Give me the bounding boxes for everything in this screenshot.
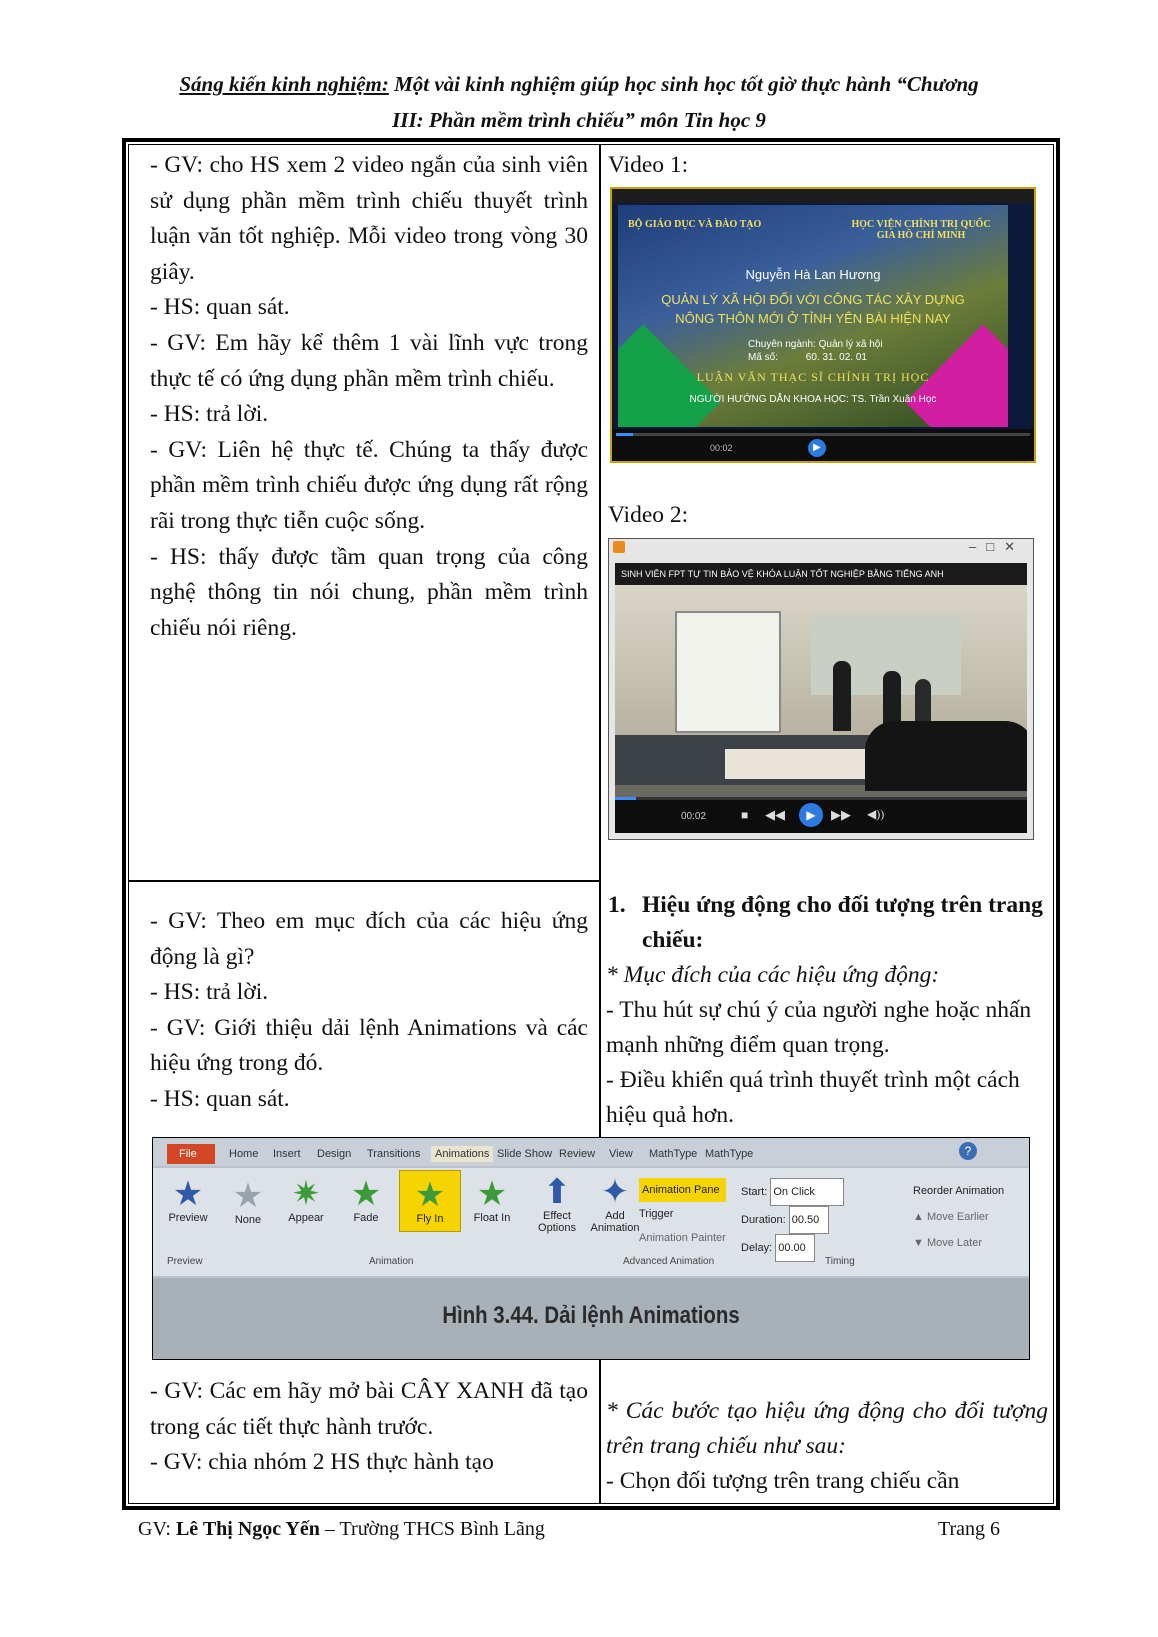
group-label: Advanced Animation [623, 1256, 715, 1267]
button-label: Preview [168, 1212, 208, 1224]
animation-painter-button: Animation Painter [639, 1232, 726, 1244]
video1-title1: QUẢN LÝ XÃ HỘI ĐỐI VỚI CÔNG TÁC XÂY DỰNG [661, 292, 965, 307]
paragraph: - HS: quan sát. [150, 1085, 290, 1112]
button-label: Effect Options [538, 1210, 576, 1234]
list-item: - Chọn đối tượng trên trang chiếu cần [606, 1468, 960, 1494]
duration-label: Duration: [741, 1214, 786, 1226]
button-label: None [234, 1214, 262, 1226]
paragraph: - HS: thấy được tầm quan trọng của công nghệ thông tin nói chung, phần mềm trình chiếu nói riêng. [150, 543, 588, 641]
star-icon: ★ [476, 1175, 508, 1213]
subheading: * Mục đích của các hiệu ứng động: [606, 962, 940, 988]
tab-transitions: Transitions [367, 1148, 421, 1160]
paragraph: - GV: cho HS xem 2 video ngắn của sinh viên sử dụng phần mềm trình chiếu thuyết trình luận văn tốt nghiệp. Mỗi video trong vòng 30 giây. [150, 152, 588, 285]
right-bottom-text [606, 1394, 1048, 1499]
star-icon: ★ [350, 1175, 382, 1213]
window-controls[interactable]: –□✕ [969, 539, 1025, 554]
page-header [0, 66, 1158, 138]
paragraph: - GV: chia nhóm 2 HS thực hành tạo [150, 1449, 494, 1476]
paragraph: - GV: Giới thiệu dải lệnh Animations và các hiệu ứng trong đó. [150, 1014, 588, 1077]
page-number: Trang 6 [938, 1518, 1001, 1540]
add-star-icon: ✦ [600, 1173, 630, 1211]
fast-forward-icon[interactable]: ▶▶ [831, 807, 851, 822]
video2-player[interactable] [608, 538, 1034, 840]
ribbon-group-labels [153, 1256, 1029, 1274]
group-label: Animation [369, 1256, 414, 1267]
header-title-line2: III: Phần mềm trình chiếu” môn Tin học 9 [392, 108, 766, 132]
advanced-animation-group [639, 1178, 726, 1250]
fly-in-button [399, 1170, 461, 1232]
column-divider-bottom [599, 1360, 601, 1504]
left-top-text [150, 148, 588, 646]
video1-player[interactable] [610, 187, 1036, 463]
animation-pane-button: Animation Pane [639, 1178, 726, 1202]
paragraph: - HS: quan sát. [150, 294, 290, 321]
tab-view: View [609, 1148, 633, 1160]
video1-author: Nguyễn Hà Lan Hương [745, 267, 881, 282]
button-label: Appear [288, 1212, 324, 1224]
left-mid-text [150, 904, 588, 1118]
section-heading [606, 888, 1048, 958]
figure-caption: Hình 3.44. Dải lệnh Animations [442, 1302, 740, 1329]
footer-author [138, 1518, 545, 1541]
delay-input: 00.00 [775, 1234, 815, 1262]
none-button [219, 1178, 277, 1226]
start-select: On Click [770, 1178, 844, 1206]
volume-icon[interactable]: ◀)) [867, 807, 885, 821]
move-earlier-button: Move Earlier [926, 1211, 989, 1223]
tab-design: Design [317, 1148, 352, 1160]
tab-mathtype-2: MathType [705, 1148, 754, 1160]
video1-org-right: HỌC VIỆN CHÍNH TRỊ QUỐC GIA HỒ CHÍ MINH [851, 219, 991, 241]
paragraph: - GV: Em hãy kể thêm 1 vài lĩnh vực trong thực tế có ứng dụng phần mềm trình chiếu. [150, 329, 588, 392]
footer-prefix: GV: [138, 1518, 176, 1540]
preview-icon: ★ [172, 1175, 204, 1213]
tab-mathtype: MathType [649, 1148, 698, 1160]
move-later-button: Move Later [926, 1237, 982, 1249]
video1-code: Mã số: 60. 31. 02. 01 [748, 352, 867, 363]
add-animation-button [587, 1174, 643, 1234]
video1-frame [618, 205, 1008, 427]
play-icon[interactable]: ▶ [799, 803, 823, 827]
delay-label: Delay: [741, 1242, 773, 1254]
duration-input: 00.50 [789, 1206, 829, 1234]
video1-advisor: NGƯỜI HƯỚNG DẪN KHOA HỌC: TS. Trần Xuân Học [689, 394, 937, 405]
stop-icon[interactable]: ■ [741, 808, 749, 822]
fade-button [337, 1176, 395, 1224]
list-item: - Thu hút sự chú ý của người nghe hoặc nhấn mạnh những điểm quan trọng. [606, 997, 1032, 1058]
video1-major: Chuyên ngành: Quản lý xã hội [748, 339, 883, 350]
preview-button [159, 1176, 217, 1224]
header-label: Sáng kiến kinh nghiệm: [179, 72, 389, 96]
effect-options-button [529, 1174, 585, 1234]
button-label: Fly In [416, 1213, 444, 1225]
heading-text: Hiệu ứng động cho đối tượng trên trang chiếu: [642, 892, 1043, 953]
paragraph: - HS: trả lời. [150, 979, 269, 1006]
button-label: Add Animation [590, 1210, 640, 1234]
footer-school: – Trường THCS Bình Lãng [319, 1518, 545, 1540]
video2-controls[interactable] [615, 797, 1027, 833]
reorder-label: Reorder Animation [913, 1185, 1005, 1197]
video1-time: 00:02 [710, 443, 733, 453]
rewind-icon[interactable]: ◀◀ [765, 807, 785, 822]
tab-insert: Insert [273, 1148, 301, 1160]
projector-screen [675, 611, 781, 733]
appear-button [277, 1176, 335, 1224]
video1-title2: NÔNG THÔN MỚI Ở TỈNH YÊN BÁI HIỆN NAY [675, 311, 951, 326]
subheading: * Các bước tạo hiệu ứng động cho đối tượng trên trang chiếu như sau: [606, 1398, 1048, 1459]
list-item: - Điều khiển quá trình thuyết trình một cách hiệu quả hơn. [606, 1067, 1020, 1128]
star-icon: ★ [232, 1177, 264, 1215]
star-icon: ★ [414, 1176, 446, 1214]
group-label: Timing [825, 1256, 855, 1267]
help-icon: ? [959, 1142, 977, 1160]
start-label: Start: [741, 1186, 768, 1198]
tab-review: Review [559, 1148, 596, 1160]
right-mid-text [606, 888, 1048, 1133]
left-bottom-text [150, 1374, 588, 1481]
column-divider-top [599, 144, 601, 1137]
video2-label: Video 2: [608, 502, 689, 528]
play-icon[interactable]: ▶ [808, 439, 826, 457]
video2-title: SINH VIÊN FPT TỰ TIN BẢO VỆ KHÓA LUẬN TỐT NGHIỆP BẰNG TIẾNG ANH [621, 569, 944, 579]
video1-org-left: BỘ GIÁO DỤC VÀ ĐÀO TẠO [628, 219, 762, 230]
paragraph: - GV: Các em hãy mở bài CÂY XANH đã tạo trong các tiết thực hành trước. [150, 1378, 588, 1440]
animations-ribbon-image [152, 1137, 1030, 1360]
tab-file: File [179, 1148, 197, 1160]
footer-name: Lê Thị Ngọc Yến [175, 1518, 320, 1540]
tab-home: Home [229, 1148, 259, 1160]
paragraph: - GV: Liên hệ thực tế. Chúng ta thấy được phần mềm trình chiếu được ứng dụng rất rộng rãi trong thực tiễn cuộc sống. [150, 436, 588, 534]
timing-group [741, 1178, 844, 1262]
trigger-button: Trigger [639, 1208, 674, 1220]
tab-animations: Animations [431, 1146, 493, 1162]
tab-slide-show: Slide Show [497, 1148, 553, 1160]
group-label: Preview [167, 1256, 203, 1267]
star-icon: ✷ [291, 1175, 321, 1213]
paragraph: - GV: Theo em mục đích của các hiệu ứng động là gì? [150, 908, 588, 970]
button-label: Float In [473, 1212, 511, 1224]
video2-frame [615, 563, 1027, 833]
video1-controls[interactable] [612, 429, 1034, 461]
video1-label: Video 1: [608, 152, 689, 178]
paragraph: - HS: trả lời. [150, 401, 269, 428]
row-divider-left [128, 880, 600, 882]
video2-time: 00:02 [681, 811, 707, 822]
button-label: Fade [353, 1212, 379, 1224]
media-player-icon [613, 541, 625, 553]
float-in-button [463, 1176, 521, 1224]
reorder-group: Reorder Animation ▲ Move Earlier ▼ Move Later [913, 1178, 1004, 1256]
arrow-up-icon: ⬆ [542, 1173, 572, 1211]
heading-number: 1. [608, 892, 626, 918]
video1-degree: LUẬN VĂN THẠC SĨ CHÍNH TRỊ HỌC [696, 370, 930, 384]
header-title-line1: Một vài kinh nghiệm giúp học sinh học tốt giờ thực hành “Chương [388, 72, 979, 96]
